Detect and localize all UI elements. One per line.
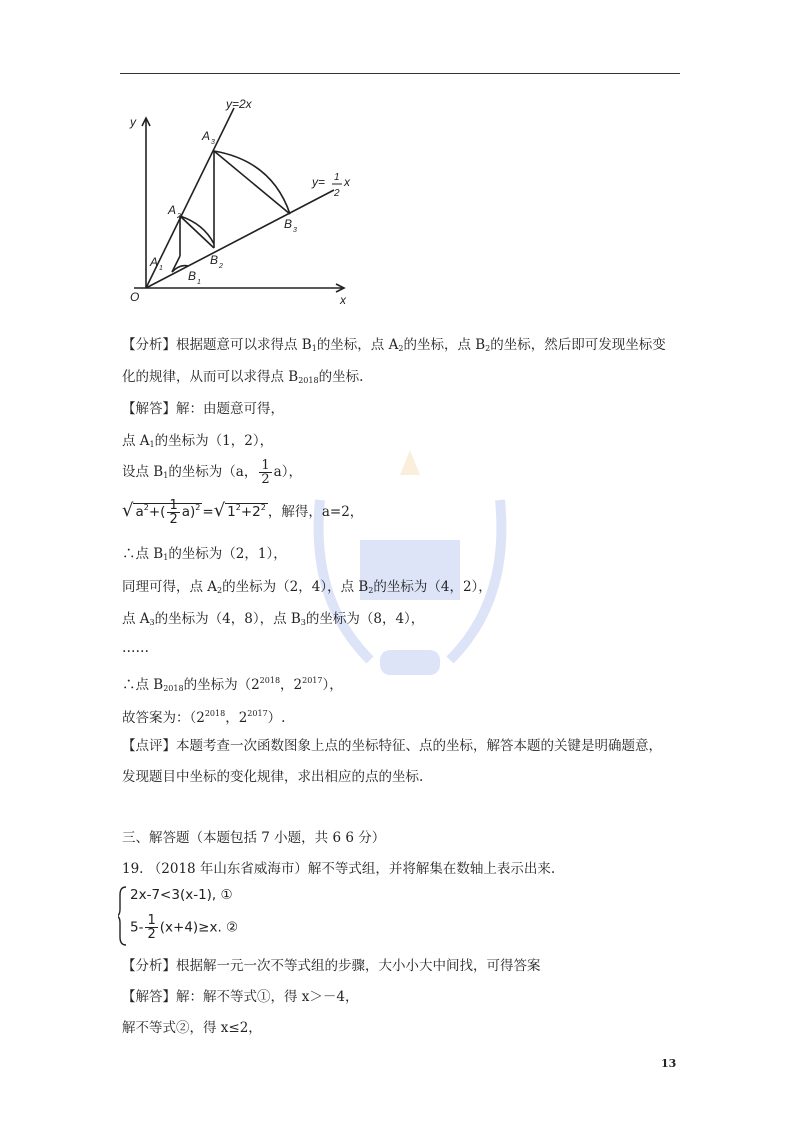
header-rule [120, 73, 680, 74]
label-a3-sub: 3 [211, 139, 215, 146]
answer2-line1: 【解答】解：解不等式①，得 x＞－4， [122, 989, 359, 1005]
inequality-1: 2x-7<3(x-1), ① [130, 887, 233, 903]
answer1-line5: ∴点 $B_1$的坐标为（2，1）， [122, 546, 287, 562]
answer1-line1: 【解答】解：由题意可得， [122, 401, 284, 417]
line-y-2x [146, 108, 234, 288]
comment1-line1: 【点评】本题考查一次函数图象上点的坐标特征、点的坐标，解答本题的关键是明确题意， [122, 738, 662, 754]
label-b3-sub: 3 [293, 227, 297, 234]
answer1-line9: ∴点 $B_{2018}$的坐标为（$2^{2018}$，$2^{2017}$）， [122, 676, 343, 693]
label-a1: A [150, 255, 159, 269]
answer2-line2: 解不等式②，得 x≤2， [122, 1020, 262, 1036]
label-a3: A [202, 129, 211, 143]
page-number: 13 [661, 1057, 677, 1070]
coordinate-figure [112, 96, 372, 311]
answer1-line6: 同理可得，点 $A_2$的坐标为（2，4），点 $B_2$的坐标为（4，2）， [122, 579, 492, 595]
label-b2: B [210, 253, 219, 267]
label-b1-sub: 1 [197, 279, 201, 286]
analysis1-line1: 【分析】根据题意可以求得点 $B_1$的坐标，点 $A_2$的坐标，点 $B_2$的坐标，然后即可发现坐标变 [122, 337, 666, 353]
line2-frac-num: 1 [334, 172, 340, 183]
answer-tag: 【解答】 [122, 401, 176, 417]
answer1-line2: 点 $A_1$的坐标为（1，2）， [122, 433, 274, 449]
label-a2-sub: 2 [177, 213, 181, 220]
analysis-tag: 【分析】 [122, 337, 176, 353]
axis-x-label: x [340, 293, 346, 307]
answer-tag-2: 【解答】 [122, 989, 176, 1005]
watermark-logo [300, 440, 520, 700]
line2-label-prefix: y= [312, 175, 326, 189]
comment-tag: 【点评】 [122, 738, 176, 754]
line2-frac-den: 2 [334, 188, 340, 199]
analysis-tag-2: 【分析】 [122, 958, 176, 974]
question-19-stem: 19. （2018 年山东省威海市）解不等式组，并将解集在数轴上表示出来. [122, 861, 556, 877]
label-b2-sub: 2 [219, 263, 223, 270]
section-title: 三、解答题（本题包括 7 小题，共 6 6 分） [122, 830, 386, 846]
answer1-line10: 故答案为：（$2^{2018}$，$2^{2017}$）. [122, 709, 286, 726]
comment1-line2: 发现题目中坐标的变化规律，求出相应的点的坐标. [122, 769, 424, 785]
answer1-line3: 设点 $B_1$的坐标为（a， $\frac{1}{2}$ a）， [122, 458, 302, 487]
label-b1: B [188, 269, 197, 283]
answer1-ellipsis: …… [122, 640, 149, 656]
label-a1-sub: 1 [159, 265, 163, 272]
label-a2: A [168, 203, 177, 217]
answer1-equation: √ $a^2+$( $\frac{1}{2}$ a)$^2$ =√ $1^2+2^2$ ，解得，a=2， [122, 497, 364, 527]
line2-label-suffix: x [344, 175, 350, 189]
axis-y-label: y [130, 115, 136, 129]
line1-label: y=2x [226, 97, 252, 111]
label-b3: B [284, 217, 293, 231]
origin-label: O [130, 290, 140, 304]
answer1-line7: 点 $A_3$的坐标为（4，8），点 $B_3$的坐标为（8，4）， [122, 611, 425, 627]
inequality-2: 5- $\frac{1}{2}$ (x+4)≥x. ② [130, 913, 239, 942]
analysis2-line: 【分析】根据解一元一次不等式组的步骤，大小小大中间找，可得答案 [122, 958, 541, 974]
analysis1-line2: 化的规律，从而可以求得点 $B_{2018}$的坐标. [122, 369, 364, 385]
